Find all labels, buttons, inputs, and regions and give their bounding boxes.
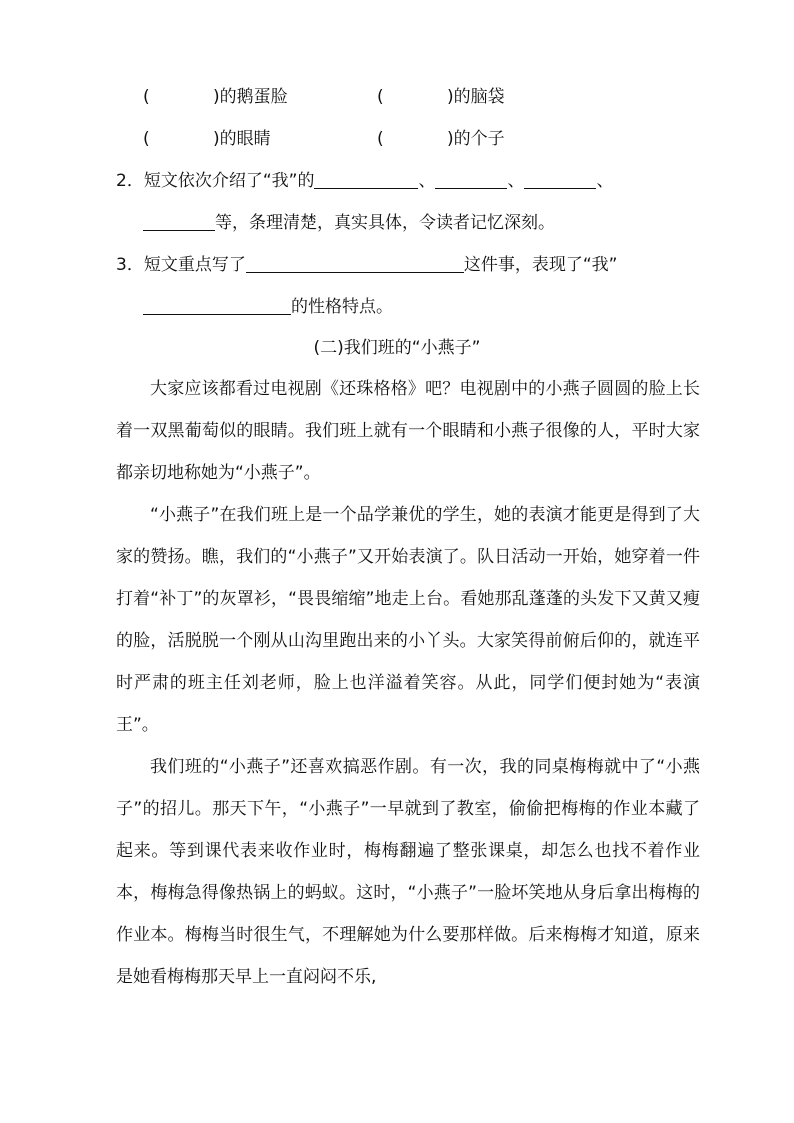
answer-blank[interactable] bbox=[524, 171, 596, 189]
question-text: 短文依次介绍了“我”的 bbox=[143, 171, 315, 191]
fill-in-phrase: )的眼睛 bbox=[213, 129, 271, 149]
answer-blank[interactable] bbox=[143, 213, 215, 231]
blank-paren-open[interactable]: ( bbox=[143, 87, 150, 107]
passage-paragraph-3: 我们班的“小燕子”还喜欢搞恶作剧。有一次，我的同桌梅梅就中了“小燕子”的招儿。那天下午，“小燕子”一早就到了教室，偷偷把梅梅的作业本藏了起来。等到课代表来收作业时，梅梅翻遍了整张课桌，却怎么也找不着作业本，梅梅急得像热锅上的蚂蚁。这时，“小燕子”一脸坏笑地从身后拿出梅梅的作业本。梅梅当时很生气，不理解她为什么要那样做。后来梅梅才知道，原来是她看梅梅那天早上一直闷闷不乐, bbox=[116, 757, 700, 987]
fill-in-phrase: )的脑袋 bbox=[447, 87, 505, 107]
fill-in-row-1 bbox=[0, 82, 794, 112]
separator: 、 bbox=[418, 171, 436, 191]
question-text: 这件事，表现了“我” bbox=[463, 255, 618, 275]
fill-in-phrase: )的个子 bbox=[447, 129, 505, 149]
fill-in-item bbox=[143, 124, 271, 154]
question-number: 3． bbox=[116, 255, 144, 275]
question-text: 短文重点写了 bbox=[143, 255, 246, 275]
answer-blank[interactable] bbox=[143, 297, 291, 315]
passage-paragraph-1: 大家应该都看过电视剧《还珠格格》吧？电视剧中的小燕子圆圆的脸上长着一双黑葡萄似的眼睛。我们班上就有一个眼睛和小燕子很像的人，平时大家都亲切地称她为“小燕子”。 bbox=[116, 379, 700, 483]
question-3-line-2 bbox=[143, 292, 393, 322]
section-title: (二)我们班的“小燕子” bbox=[313, 338, 481, 358]
separator: 、 bbox=[596, 171, 614, 191]
blank-paren-open[interactable]: ( bbox=[377, 129, 384, 149]
question-2-line-2 bbox=[143, 208, 555, 238]
fill-in-phrase: )的鹅蛋脸 bbox=[213, 87, 288, 107]
question-text: 的性格特点。 bbox=[291, 297, 393, 317]
question-number: 2． bbox=[116, 171, 144, 191]
separator: 、 bbox=[507, 171, 525, 191]
fill-in-item bbox=[377, 82, 505, 112]
answer-blank[interactable] bbox=[246, 255, 464, 273]
question-text: 等，条理清楚，真实具体，令读者记忆深刻。 bbox=[215, 213, 555, 233]
passage-paragraph-2: “小燕子”在我们班上是一个品学兼优的学生，她的表演才能更是得到了大家的赞扬。瞧，我们的“小燕子”又开始表演了。队日活动一开始，她穿着一件打着“补丁”的灰罩衫，“畏畏缩缩”地走上台。看她那乱蓬蓬的头发下又黄又瘦的脸，活脱脱一个刚从山沟里跑出来的小丫头。大家笑得前俯后仰的，就连平时严肃的班主任刘老师，脸上也洋溢着笑容。从此，同学们便封她为“表演王”。 bbox=[116, 505, 700, 735]
blank-paren-open[interactable]: ( bbox=[143, 129, 150, 149]
blank-paren-open[interactable]: ( bbox=[377, 87, 384, 107]
answer-blank[interactable] bbox=[435, 171, 507, 189]
fill-in-row-2 bbox=[0, 124, 794, 154]
fill-in-item bbox=[377, 124, 505, 154]
answer-blank[interactable] bbox=[314, 171, 418, 189]
fill-in-item bbox=[143, 82, 288, 112]
question-3-line-1 bbox=[116, 250, 617, 280]
question-2-line-1 bbox=[116, 166, 613, 196]
